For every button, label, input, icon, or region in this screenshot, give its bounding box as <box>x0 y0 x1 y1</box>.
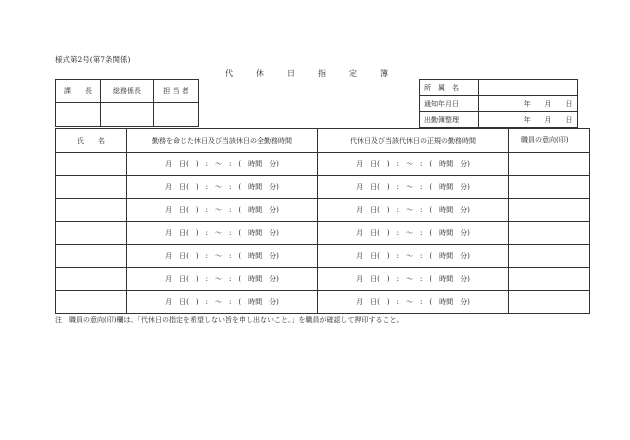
table-row <box>56 153 590 176</box>
employee-seal-cell[interactable] <box>509 222 590 245</box>
title-char: 簿 <box>380 69 388 78</box>
info-table <box>419 79 578 128</box>
name-cell[interactable] <box>56 268 127 291</box>
header-employee-intent: 職員の意向(印) <box>509 129 590 153</box>
holiday-work-cell[interactable]: 月 日( ) : ～ : ( 時間 分) <box>127 176 318 199</box>
approval-stamp-cell[interactable] <box>101 103 154 127</box>
table-row <box>56 222 590 245</box>
table-row <box>56 268 590 291</box>
document-title <box>225 68 411 79</box>
title-char: 日 <box>287 69 295 78</box>
holiday-work-cell[interactable]: 月 日( ) : ～ : ( 時間 分) <box>127 245 318 268</box>
name-cell[interactable] <box>56 245 127 268</box>
name-cell[interactable] <box>56 153 127 176</box>
approval-header-person-in-charge: 担 当 者 <box>154 80 199 103</box>
compensatory-day-cell[interactable]: 月 日( ) : ～ : ( 時間 分) <box>318 245 509 268</box>
table-row <box>56 199 590 222</box>
employee-seal-cell[interactable] <box>509 291 590 314</box>
header-holiday-work: 勤務を命じた休日及び当該休日の全勤務時間 <box>127 129 318 153</box>
name-cell[interactable] <box>56 222 127 245</box>
employee-seal-cell[interactable] <box>509 268 590 291</box>
employee-seal-cell[interactable] <box>509 245 590 268</box>
notice-date-text: 年 月 日 <box>523 99 573 108</box>
title-char: 休 <box>256 69 264 78</box>
employee-seal-cell[interactable] <box>509 176 590 199</box>
info-label-notice-date: 通知年月日 <box>420 96 479 112</box>
info-value-department[interactable] <box>479 80 578 96</box>
info-value-attendance[interactable] <box>479 112 578 128</box>
table-body <box>56 153 590 314</box>
holiday-work-cell[interactable]: 月 日( ) : ～ : ( 時間 分) <box>127 199 318 222</box>
approval-stamp-cell[interactable] <box>154 103 199 127</box>
compensatory-day-cell[interactable]: 月 日( ) : ～ : ( 時間 分) <box>318 153 509 176</box>
employee-seal-cell[interactable] <box>509 153 590 176</box>
table-row <box>56 245 590 268</box>
employee-seal-cell[interactable] <box>509 199 590 222</box>
header-compensatory-day: 代休日及び当該代休日の正規の勤務時間 <box>318 129 509 153</box>
footnote: 注 職員の意向(印)欄は、「代休日の指定を希望しない旨を申し出ないこと。」を職員が確認して押印すること。 <box>55 316 404 324</box>
holiday-work-cell[interactable]: 月 日( ) : ～ : ( 時間 分) <box>127 268 318 291</box>
info-label-attendance: 出勤簿整理 <box>420 112 479 128</box>
title-char: 代 <box>225 69 233 78</box>
name-cell[interactable] <box>56 176 127 199</box>
approval-stamp-cell[interactable] <box>56 103 101 127</box>
holiday-work-cell[interactable]: 月 日( ) : ～ : ( 時間 分) <box>127 291 318 314</box>
approval-stamp-table <box>55 79 199 127</box>
form-number-label: 様式第2号(第7条関係) <box>55 55 131 64</box>
compensatory-day-cell[interactable]: 月 日( ) : ～ : ( 時間 分) <box>318 222 509 245</box>
compensatory-holiday-table <box>55 128 590 314</box>
header-name: 氏 名 <box>56 129 127 153</box>
info-value-notice-date[interactable] <box>479 96 578 112</box>
name-cell[interactable] <box>56 199 127 222</box>
compensatory-day-cell[interactable]: 月 日( ) : ～ : ( 時間 分) <box>318 268 509 291</box>
table-row <box>56 291 590 314</box>
info-label-department: 所 属 名 <box>420 80 479 96</box>
holiday-work-cell[interactable]: 月 日( ) : ～ : ( 時間 分) <box>127 222 318 245</box>
name-cell[interactable] <box>56 291 127 314</box>
compensatory-day-cell[interactable]: 月 日( ) : ～ : ( 時間 分) <box>318 176 509 199</box>
approval-header-general-affairs: 総務係長 <box>101 80 154 103</box>
compensatory-day-cell[interactable]: 月 日( ) : ～ : ( 時間 分) <box>318 291 509 314</box>
approval-header-section-chief: 課 長 <box>56 80 101 103</box>
table-row <box>56 176 590 199</box>
title-char: 定 <box>349 69 357 78</box>
holiday-work-cell[interactable]: 月 日( ) : ～ : ( 時間 分) <box>127 153 318 176</box>
attendance-date-text: 年 月 日 <box>523 115 573 124</box>
compensatory-day-cell[interactable]: 月 日( ) : ～ : ( 時間 分) <box>318 199 509 222</box>
title-char: 指 <box>318 69 326 78</box>
